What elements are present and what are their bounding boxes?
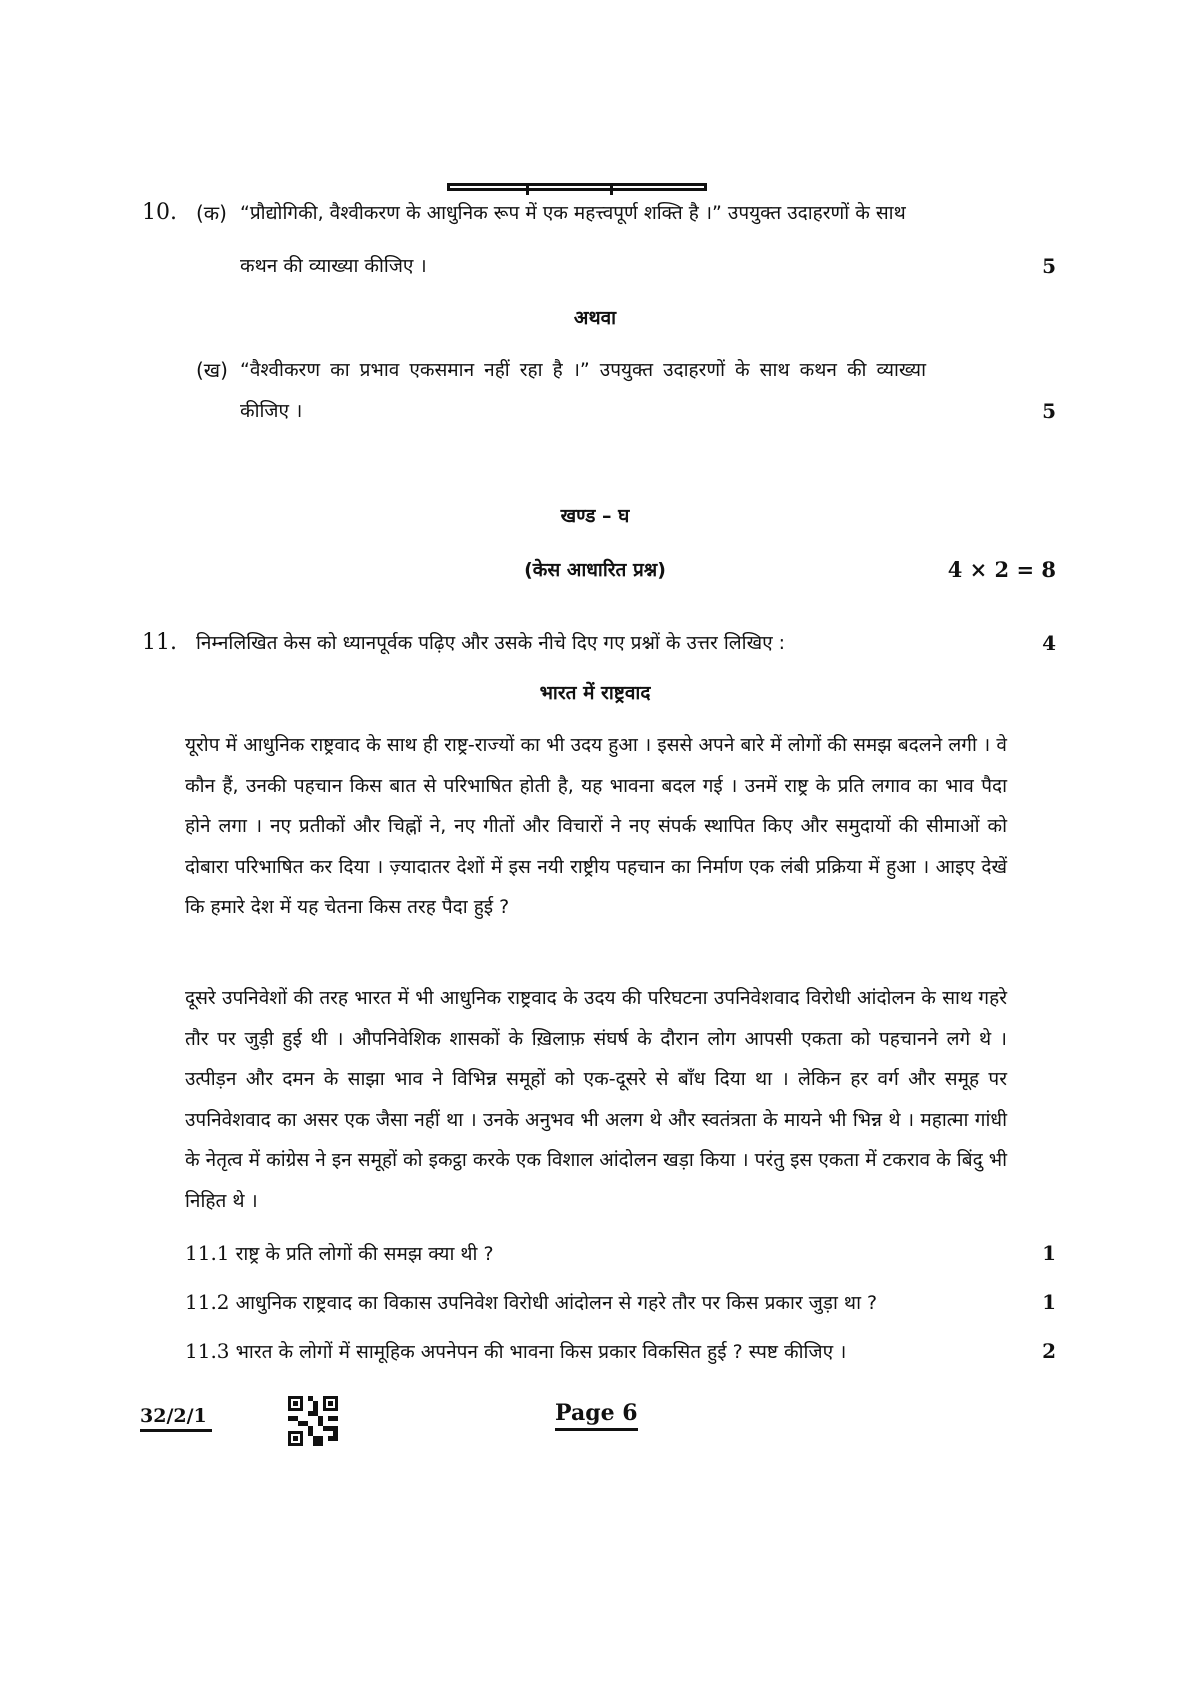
q11-instruction: निम्नलिखित केस को ध्यानपूर्वक पढ़िए और उसके नीचे दिए गए प्रश्नों के उत्तर लिखिए :	[196, 632, 786, 654]
subquestion-number: 11.1	[185, 1241, 230, 1265]
paper-code: 32/2/1	[140, 1405, 212, 1432]
paragraph-text: यूरोप में आधुनिक राष्ट्रवाद के साथ ही राष्ट्र-राज्यों का भी उदय हुआ । इससे अपने बारे में लोगों की समझ बदलने लगी । वे कौन हैं, उनकी पहचान किस बात से परिभाषित होती है, यह भावना बदल गई । उनमें राष्ट्र के प्रति लगाव का भाव पैदा होने लगा । नए प्रतीकों और चिह्नों ने, नए गीतों और विचारों ने नए संपर्क स्थापित किए और समुदायों की सीमाओं को दोबारा परिभाषित कर दिया । ज़्यादातर देशों में इस नयी राष्ट्रीय पहचान का निर्माण एक लंबी प्रक्रिया में हुआ । आइए देखें कि हमारे देश में यह चेतना किस तरह पैदा हुई ?	[185, 734, 1007, 919]
option-a-line1: “प्रौद्योगिकी, वैश्वीकरण के आधुनिक रूप में एक महत्त्वपूर्ण शक्ति है ।” उपयुक्त उदाहरणों के साथ	[240, 202, 906, 224]
q11-marks: 4	[1042, 631, 1056, 655]
subquestion-number: 11.3	[185, 1339, 230, 1363]
question-number-11: 11.	[142, 630, 177, 655]
section-marks: 4 × 2 = 8	[947, 557, 1056, 582]
section-title: खण्ड – घ	[560, 505, 630, 527]
subquestion-11-2-marks: 1	[1042, 1290, 1056, 1314]
subquestion-11-3	[185, 1338, 846, 1365]
option-b-line1: “वैश्वीकरण का प्रभाव एकसमान नहीं रहा है ।” उपयुक्त उदाहरणों के साथ कथन की व्याख्या	[240, 359, 926, 381]
top-divider-bar	[447, 183, 707, 191]
divider-tick	[610, 183, 613, 195]
section-subtitle: (केस आधारित प्रश्न)	[524, 559, 666, 581]
divider-tick	[526, 183, 529, 195]
case-paragraph-1	[185, 725, 1007, 928]
paragraph-text: दूसरे उपनिवेशों की तरह भारत में भी आधुनिक राष्ट्रवाद के उदय की परिघटना उपनिवेशवाद विरोधी आंदोलन के साथ गहरे तौर पर जुड़ी हुई थी । औपनिवेशिक शासकों के ख़िलाफ़ संघर्ष के दौरान लोग आपसी एकता को पहचानने लगे थे । उत्पीड़न और दमन के साझा भाव ने विभिन्न समूहों को एक-दूसरे से बाँध दिया था । लेकिन हर वर्ग और समूह पर उपनिवेशवाद का असर एक जैसा नहीं था । उनके अनुभव भी अलग थे और स्वतंत्रता के मायने भी भिन्न थे । महात्मा गांधी के नेतृत्व में कांग्रेस ने इन समूहों को इकट्ठा करके एक विशाल आंदोलन खड़ा किया । परंतु इस एकता में टकराव के बिंदु भी निहित थे ।	[185, 987, 1007, 1212]
or-label: अथवा	[573, 307, 617, 329]
subquestion-text: भारत के लोगों में सामूहिक अपनेपन की भावना किस प्रकार विकसित हुई ? स्पष्ट कीजिए ।	[235, 1341, 847, 1363]
option-a-line2: कथन की व्याख्या कीजिए ।	[240, 255, 427, 277]
option-b-marks: 5	[1042, 399, 1056, 423]
subquestion-11-1	[185, 1240, 494, 1267]
subquestion-number: 11.2	[185, 1290, 230, 1314]
case-title: भारत में राष्ट्रवाद	[539, 682, 651, 704]
subquestion-11-3-marks: 2	[1042, 1339, 1056, 1363]
qr-code-icon	[288, 1395, 338, 1447]
option-b-line2: कीजिए ।	[240, 400, 303, 422]
subquestion-11-2	[185, 1289, 877, 1316]
option-a-label: (क)	[196, 201, 227, 225]
subquestion-text: आधुनिक राष्ट्रवाद का विकास उपनिवेश विरोधी आंदोलन से गहरे तौर पर किस प्रकार जुड़ा था ?	[235, 1292, 878, 1314]
subquestion-text: राष्ट्र के प्रति लोगों की समझ क्या थी ?	[235, 1243, 494, 1265]
case-paragraph-2	[185, 978, 1007, 1222]
option-b-label: (ख)	[196, 358, 228, 382]
question-number-10: 10.	[142, 200, 177, 225]
option-a-marks: 5	[1042, 254, 1056, 278]
page-number: Page 6	[555, 1400, 638, 1431]
subquestion-11-1-marks: 1	[1042, 1241, 1056, 1265]
